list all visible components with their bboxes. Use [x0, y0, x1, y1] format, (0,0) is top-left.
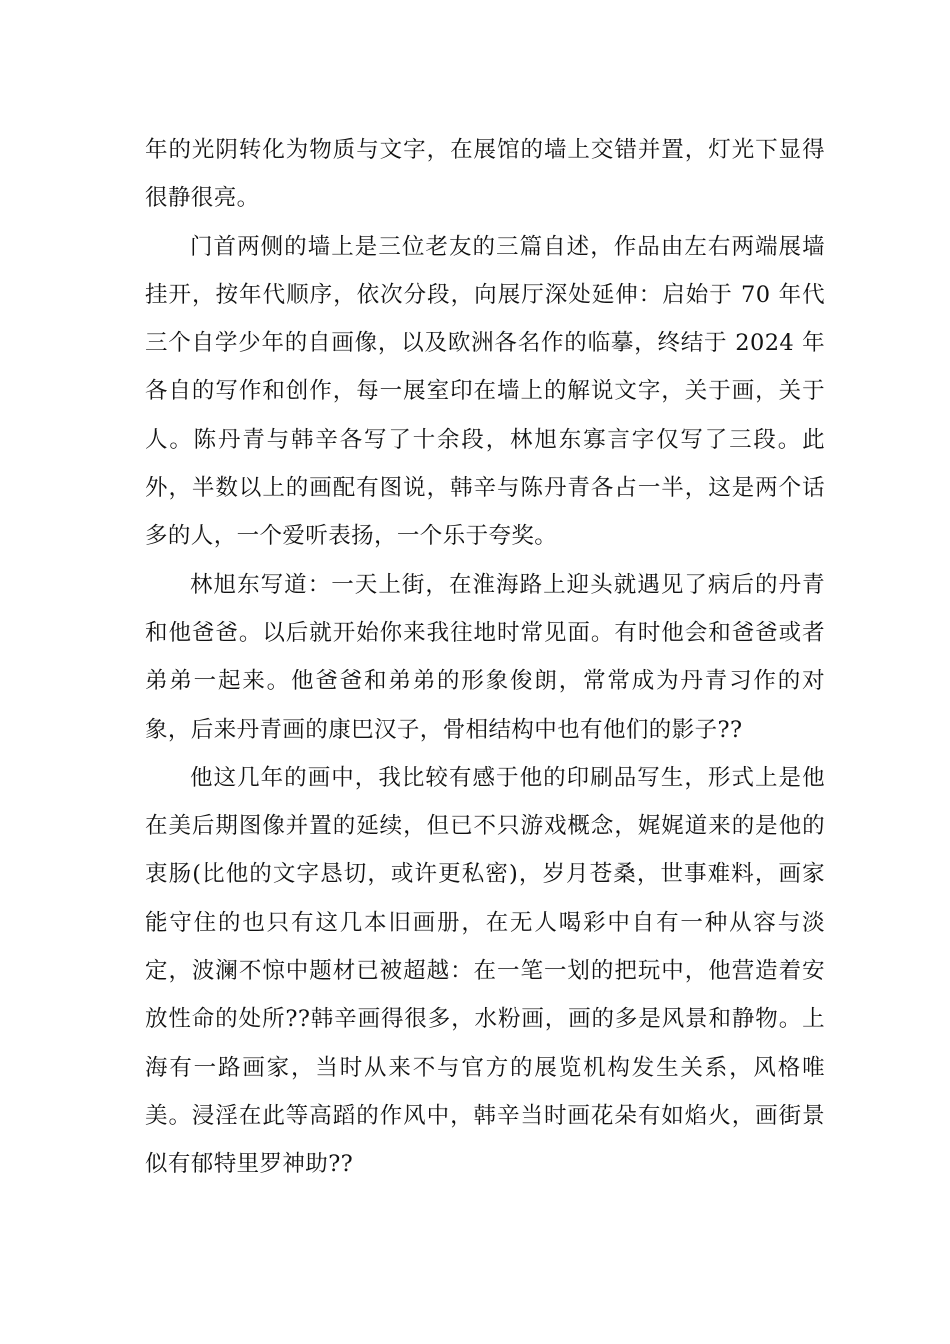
paragraph-4: 他这几年的画中，我比较有感于他的印刷品写生，形式上是他在美后期图像并置的延续，但已不只游戏概念，娓娓道来的是他的衷肠(比他的文字恳切，或许更私密)，岁月苍桑，世事难料，画家能守住的也只有这几本旧画册，在无人喝彩中自有一种从容与淡定，波澜不惊中题材已被超越：在一笔一划的把玩中，他营造着安放性命的处所??韩辛画得很多，水粉画，画的多是风景和静物。上海有一路画家，当时从来不与官方的展览机构发生关系，风格唯美。浸淫在此等高蹈的作风中，韩辛当时画花朵有如焰火，画街景似有郁特里罗神助?? — [145, 764, 825, 1178]
paragraph-2: 门首两侧的墙上是三位老友的三篇自述，作品由左右两端展墙挂开，按年代顺序，依次分段，向展厅深处延伸：启始于 70 年代三个自学少年的自画像，以及欧洲各名作的临摹，终结于 2024 年各自的写作和创作，每一展室印在墙上的解说文字，关于画，关于人。陈丹青与韩辛各写了十余段，林旭东寡言字仅写了三段。此外，半数以上的画配有图说，韩辛与陈丹青各占一半，这是两个话多的人，一个爱听表扬，一个乐于夸奖。 — [145, 233, 825, 550]
paragraph-1: 年的光阴转化为物质与文字，在展馆的墙上交错并置，灯光下显得很静很亮。 — [145, 137, 825, 212]
document-body — [145, 126, 825, 1189]
paragraph-3: 林旭东写道：一天上街，在淮海路上迎头就遇见了病后的丹青和他爸爸。以后就开始你来我往地时常见面。有时他会和爸爸或者弟弟一起来。他爸爸和弟弟的形象俊朗，常常成为丹青习作的对象，后来丹青画的康巴汉子，骨相结构中也有他们的影子?? — [145, 571, 825, 743]
